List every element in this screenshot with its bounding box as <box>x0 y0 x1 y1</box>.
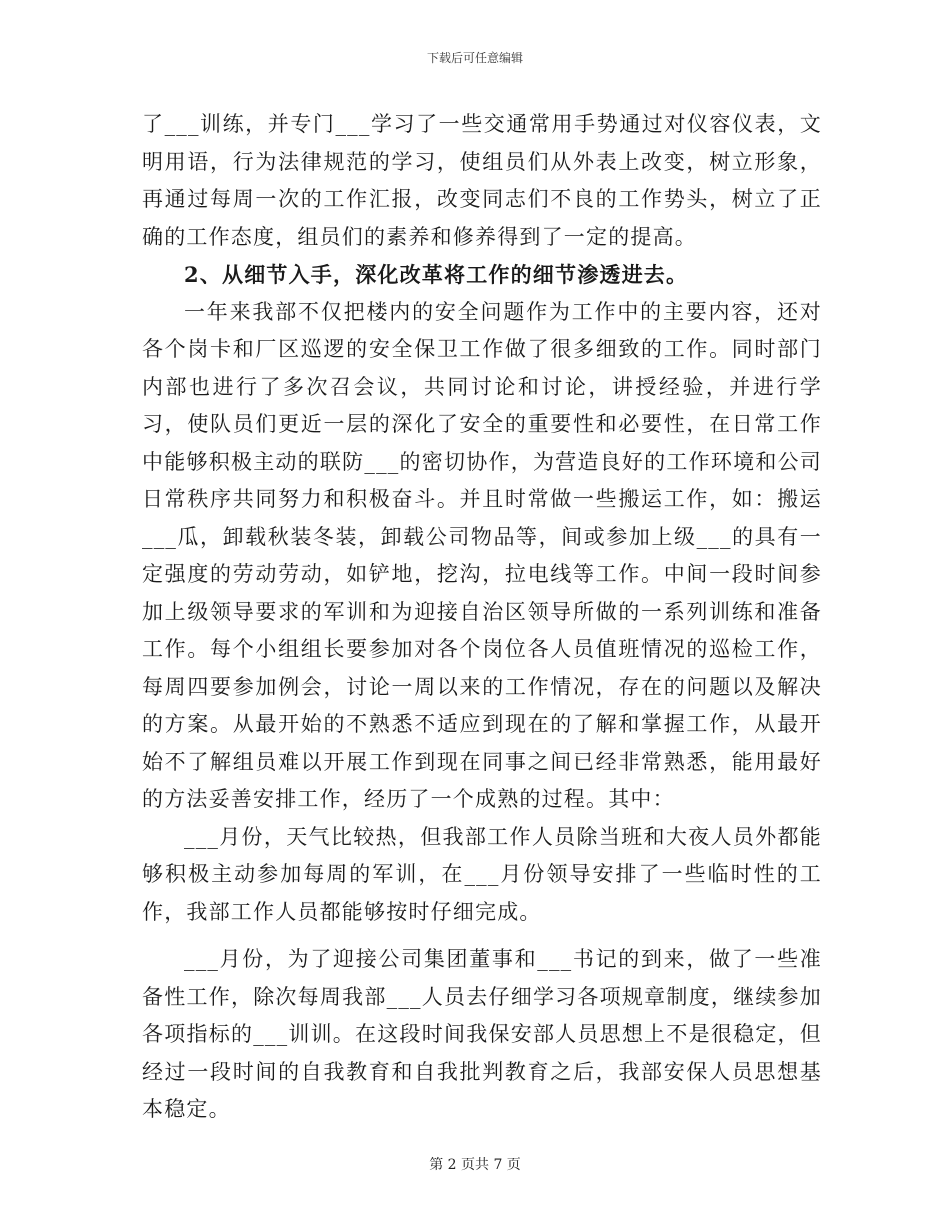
page-number: 第 2 页共 7 页 <box>429 1157 521 1173</box>
paragraph-continuation: 了___训练，并专门___学习了一些交通常用手势通过对仪容仪表，文明用语，行为法律规范的学习，使组员们从外表上改变，树立形象，再通过每周一次的工作汇报，改变同志们不良的工作势头，树立了正确的工作态度，组员们的素养和修养得到了一定的提高。 <box>142 112 822 249</box>
section-heading: 2、从细节入手，深化改革将工作的细节渗透进去。 <box>184 262 689 287</box>
document-body <box>142 106 822 1129</box>
page-header: 下载后可任意编辑 <box>426 51 523 65</box>
paragraph-month-2: ___月份，为了迎接公司集团董事和___书记的到来，做了一些准备性工作，除次每周我部___人员去仔细学习各项规章制度，继续参加各项指标的___训训。在这段时间我保安部人员思想上不是很稳定，但经过一段时间的自我教育和自我批判教育之后，我部安保人员思想基本稳定。 <box>142 947 822 1121</box>
paragraph-overview: 一年来我部不仅把楼内的安全问题作为工作中的主要内容，还对各个岗卡和厂区巡逻的安全保卫工作做了很多细致的工作。同时部门内部也进行了多次召会议，共同讨论和讨论，讲授经验，并进行学习，使队员们更近一层的深化了安全的重要性和必要性，在日常工作中能够积极主动的联防___的密切协作，为营造良好的工作环境和公司日常秩序共同努力和积极奋斗。并且时常做一些搬运工作，如：搬运___瓜，卸载秋装冬装，卸载公司物品等，间或参加上级___的具有一定强度的劳动劳动，如铲地，挖沟，拉电线等工作。中间一段时间参加上级领导要求的军训和为迎接自治区领导所做的一系列训练和准备工作。每个小组组长要参加对各个岗位各人员值班情况的巡检工作，每周四要参加例会，讨论一周以来的工作情况，存在的问题以及解决的方案。从最开始的不熟悉不适应到现在的了解和掌握工作，从最开始不了解组员难以开展工作到现在同事之间已经非常熟悉，能用最好的方法妥善安排工作，经历了一个成熟的过程。其中： <box>142 299 822 811</box>
paragraph-month-1: ___月份，天气比较热，但我部工作人员除当班和大夜人员外都能够积极主动参加每周的军训，在___月份领导安排了一些临时性的工作，我部工作人员都能够按时仔细完成。 <box>142 824 822 924</box>
